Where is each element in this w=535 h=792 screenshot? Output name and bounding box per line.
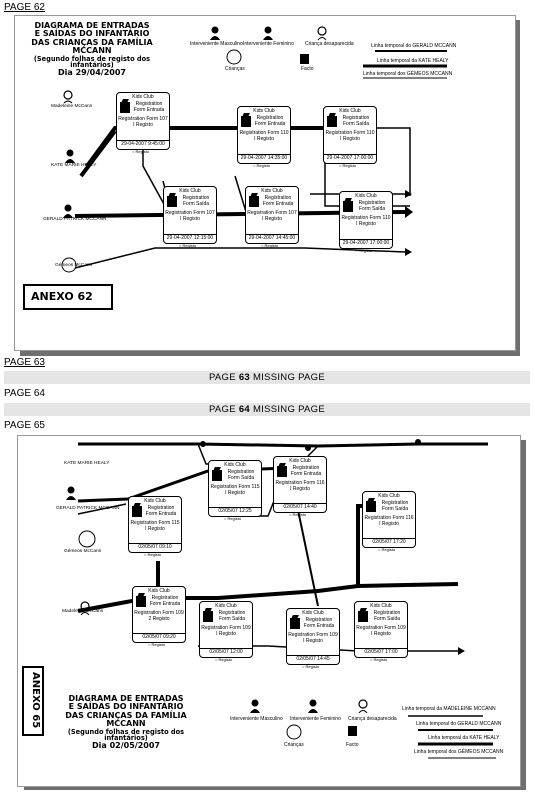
card-datetime: 02/05/07 12:25 <box>209 507 261 515</box>
legend-facts: Facto <box>301 66 314 72</box>
card-form-number: Registration Form 110 I Registo <box>239 130 289 142</box>
registration-card <box>237 106 291 164</box>
card-datetime: 02/05/07 12:00 <box>200 648 252 656</box>
card-form-type: Registration Form Saída <box>342 115 370 127</box>
registo-marker: ○ Registo <box>370 657 388 662</box>
diagram-title: DIAGRAMA DE ENTRADAS E SAÍDAS DO INFANTÁRIO DAS CRIANÇAS DA FAMÍLIA MCCANN (Segundo folhas de registo dos infantários) Dia 29/04/2007 <box>31 21 153 78</box>
legend-line-gemeos: Linha temporal dos GÉMEOS MCCANN <box>363 71 453 77</box>
registo-marker: ○ Registo <box>253 163 271 168</box>
card-datetime: 02/05/07 17:20 <box>363 538 415 546</box>
registration-card <box>163 186 217 244</box>
diagram2-title: DIAGRAMA DE ENTRADAS E SAÍDAS DO INFANTÁRIO DAS CRIANÇAS DA FAMÍLIA MCCANN (Segundo folhas de registo dos infantários) Dia 02/05/2007 <box>65 694 187 751</box>
card-form-type: Registration Form Entrada <box>262 195 294 207</box>
legend2-facts: Facto <box>346 742 359 748</box>
diagram-02-05-2007 <box>17 435 521 787</box>
registo-marker: ○ Registo <box>289 512 307 517</box>
card-header: Kids Club <box>179 188 201 194</box>
form-icon <box>366 501 376 512</box>
legend2-male: Interveniente Masculino <box>230 716 283 722</box>
legend2-line-gemeos: Linha temporal dos GÉMEOS MCCANN <box>414 749 504 755</box>
card-form-type: Registration Form Entrada <box>145 505 177 517</box>
registo-marker: ○ Registo <box>179 243 197 248</box>
form-icon <box>358 611 368 622</box>
card-form-type: Registration Form Entrada <box>303 617 335 629</box>
card-form-type: Registration Form Saída <box>358 200 386 212</box>
page-65-label: PAGE 65 <box>4 420 45 431</box>
form-icon <box>212 470 222 481</box>
registration-card <box>362 491 416 548</box>
person2-gemeos: Gémeos McCann <box>64 549 102 554</box>
card-datetime: 29-04-2007 12:15:00 <box>164 234 216 242</box>
registo-marker: ○ Registo <box>224 516 242 521</box>
card-form-number: Registration Form 110 I Registo <box>341 215 391 227</box>
form-icon <box>120 102 130 113</box>
card-header: Kids Club <box>144 498 166 504</box>
card-form-number: Registration Form 107 I Registo <box>165 210 215 222</box>
registo-marker: ○ Registo <box>148 642 166 647</box>
person-madeleine: Madeleine McCann <box>51 104 93 109</box>
registration-card <box>116 92 170 150</box>
legend-male: Interveniente Masculino <box>190 41 243 47</box>
page-62-label: PAGE 62 <box>4 2 45 13</box>
card-header: Kids Club <box>132 94 154 100</box>
page-63-label: PAGE 63 <box>4 357 45 368</box>
card-form-number: Registration Form 107 I Registo <box>118 116 168 128</box>
card-form-number: Registration Form 109 I Registo <box>356 625 406 637</box>
registo-marker: ○ Registo <box>261 243 279 248</box>
missing-page-63: PAGE 63 MISSING PAGE <box>4 371 530 384</box>
card-header: Kids Club <box>261 188 283 194</box>
card-form-type: Registration Form Saída <box>373 610 401 622</box>
legend2-line-gerald: Linha temporal do GERALD MCCANN <box>416 721 502 727</box>
form-icon <box>167 196 177 207</box>
form-icon <box>290 618 300 629</box>
card-datetime: 02/05/07 14:45 <box>287 655 339 663</box>
registo-marker: ○ Registo <box>215 657 233 662</box>
registo-marker: ○ Registo <box>302 664 320 669</box>
card-form-type: Registration Form Saída <box>218 610 246 622</box>
form-icon <box>277 466 287 477</box>
registo-marker: ○ Registo <box>132 149 150 154</box>
card-form-type: Registration Form Entrada <box>254 115 286 127</box>
card-form-number: Registration Form 116 I Registo <box>275 480 325 492</box>
anexo-label: ANEXO 62 <box>23 284 113 310</box>
card-datetime: 02/05/07 09:20 <box>133 633 185 641</box>
card-form-number: Registration Form 107 I Registo <box>247 210 297 222</box>
card-header: Kids Club <box>378 493 400 499</box>
person-gemeos: Gémeos McCann <box>55 263 93 268</box>
registration-card <box>208 460 262 517</box>
card-header: Kids Club <box>224 462 246 468</box>
card-header: Kids Club <box>370 603 392 609</box>
legend-line-kate: Linha temporal da KATE HEALY <box>377 58 449 64</box>
registration-card <box>339 191 393 249</box>
card-datetime: 29-04-2007 17:00:00 <box>324 154 376 162</box>
legend-line-gerald: Linha temporal do GERALD MCCANN <box>371 43 457 49</box>
legend-kids: Crianças <box>225 66 245 72</box>
registration-card <box>323 106 377 164</box>
card-form-number: Registration Form 116 I Registo <box>364 515 414 527</box>
card-datetime: 29-04-2007 14:35:00 <box>238 154 290 162</box>
card-datetime: 02/05/07 14:40 <box>274 503 326 511</box>
card-header: Kids Club <box>289 458 311 464</box>
registo-marker: ○ Registo <box>378 547 396 552</box>
form-icon <box>343 201 353 212</box>
page-64-label: PAGE 64 <box>4 388 45 399</box>
legend2-missing: Criança desaparecida <box>348 716 397 722</box>
card-form-type: Registration Form Entrada <box>133 101 165 113</box>
legend2-kids: Crianças <box>284 742 304 748</box>
card-datetime: 29-04-2007 17:00:00 <box>340 239 392 247</box>
card-form-number: Registration Form 109 I Registo <box>288 632 338 644</box>
legend2-female: Interveniente Feminino <box>290 716 341 722</box>
registration-card <box>286 608 340 665</box>
card-header: Kids Club <box>339 108 361 114</box>
card-datetime: 02/05/07 09:10 <box>129 543 181 551</box>
registration-card <box>273 456 327 513</box>
registration-card <box>245 186 299 244</box>
registration-card <box>354 601 408 658</box>
registo-marker: ○ Registo <box>144 552 162 557</box>
card-form-number: Registration Form 109 I Registo <box>201 625 251 637</box>
form-icon <box>136 596 146 607</box>
card-form-type: Registration Form Saída <box>227 469 255 481</box>
card-form-type: Registration Form Saída <box>182 195 210 207</box>
legend-missing: Criança desaparecida <box>305 41 354 47</box>
card-form-number: Registration Form 109 2 Registo <box>134 610 184 622</box>
diagram-29-04-2007 <box>14 15 516 351</box>
form-icon <box>241 116 251 127</box>
card-header: Kids Club <box>253 108 275 114</box>
registration-card <box>132 586 186 643</box>
person2-gerald: GERALD PATRICK MCCANN <box>56 506 120 511</box>
registo-marker: ○ Registo <box>355 248 373 253</box>
registration-card <box>128 496 182 553</box>
form-icon <box>132 506 142 517</box>
person-gerald: GERALD PATRICK MCCANN <box>43 217 107 222</box>
card-header: Kids Club <box>355 193 377 199</box>
card-header: Kids Club <box>148 588 170 594</box>
person2-madeleine: Madeleine McCann <box>62 609 104 614</box>
form-icon <box>249 196 259 207</box>
missing-page-64: PAGE 64 MISSING PAGE <box>4 403 530 416</box>
card-form-number: Registration Form 110 I Registo <box>325 130 375 142</box>
card-form-number: Registration Form 115 I Registo <box>210 484 260 496</box>
card-datetime: 29-04-2007 14:45:00 <box>246 234 298 242</box>
form-icon <box>327 116 337 127</box>
person2-kate: KATE MARIE HEALY <box>64 461 110 466</box>
anexo2-label: ANEXO 65 <box>22 666 44 736</box>
card-form-number: Registration Form 115 I Registo <box>130 520 180 532</box>
legend-female: Interveniente Feminino <box>243 41 294 47</box>
legend2-line-madeleine: Linha temporal da MADELEINE MCCANN <box>402 706 496 712</box>
card-header: Kids Club <box>215 603 237 609</box>
card-form-type: Registration Form Entrada <box>290 465 322 477</box>
legend2-line-kate: Linha temporal da KATE HEALY <box>428 735 500 741</box>
person-kate: KATE MARIE HEALY <box>51 163 97 168</box>
card-datetime: 29-04-2007 9:45:00 <box>117 140 169 148</box>
registo-marker: ○ Registo <box>339 163 357 168</box>
card-form-type: Registration Form Entrada <box>149 595 181 607</box>
card-datetime: 02/05/07 17:00 <box>355 648 407 656</box>
form-icon <box>203 611 213 622</box>
card-header: Kids Club <box>302 610 324 616</box>
registration-card <box>199 601 253 658</box>
card-form-type: Registration Form Saída <box>381 500 409 512</box>
